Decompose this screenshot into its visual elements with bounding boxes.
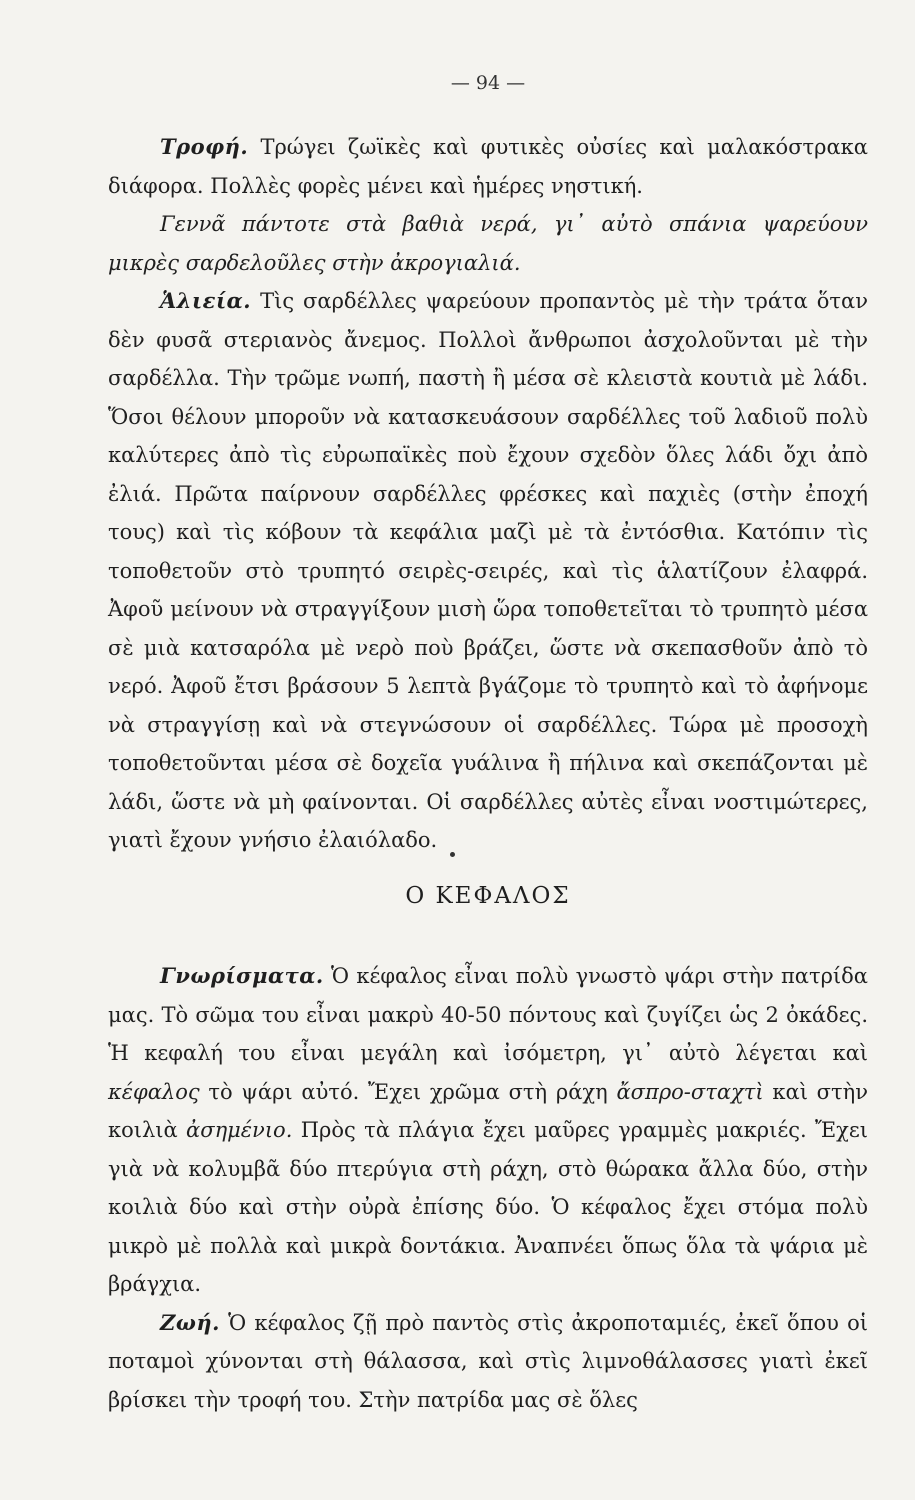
section-mullet <box>108 957 868 1419</box>
paragraph-genna: Γεννᾶ πάντοτε στὰ βαθιὰ νερά, γι᾽ αὐτὸ σπάνια ψαρεύουν μικρὲς σαρδελοῦλες στὴν ἀκρογιαλιά. <box>108 212 868 275</box>
paragraph-zoi <box>108 1304 868 1420</box>
paragraph-text: καὶ στὴν κοιλιὰ <box>108 1079 868 1142</box>
paragraph-text: Τὶς σαρδέλλες ψαρεύουν προπαντὸς μὲ τὴν τράτα ὅταν δὲν φυσᾶ στεριανὸς ἄνεμος. Πολλοὶ ἄνθρωποι ἀσχολοῦνται μὲ τὴν σαρδέλλα. Τὴν τρῶμε νωπή, παστὴ ἢ μέσα σὲ κλειστὰ κουτιὰ μὲ λάδι. Ὅσοι θέλουν μποροῦν νὰ κατασκευάσουν σαρδέλλες τοῦ λαδιοῦ πολὺ καλύτερες ἀπὸ τὶς εὐρωπαϊκὲς ποὺ ἔχουν σχεδὸν ὅλες λάδι ὄχι ἀπὸ ἐλιά. Πρῶτα παίρνουν σαρδέλλες φρέσκες καὶ παχιὲς (στὴν ἐποχή τους) καὶ τὶς κόβουν τὰ κεφάλια μαζὶ μὲ τὰ ἐντόσθια. Κατόπιν τὶς τοποθετοῦν στὸ τρυπητό σειρὲς-σειρές, καὶ τὶς ἁλατίζουν ἐλαφρά. Ἀφοῦ μείνουν νὰ στραγγίξουν μισὴ ὥρα τοποθετεῖται τὸ τρυπητὸ μέσα σὲ μιὰ κατσαρόλα μὲ νερὸ ποὺ βράζει, ὥστε νὰ σκεπασθοῦν ἀπὸ τὸ νερό. Ἀφοῦ ἔτσι βράσουν 5 λεπτὰ βγάζομε τὸ τρυπητὸ καὶ τὸ ἀφήνομε νὰ στραγγίσῃ καὶ νὰ στεγνώσουν οἱ σαρδέλλες. Τώρα μὲ προσοχὴ τοποθετοῦνται μέσα σὲ δοχεῖα γυάλινα ἢ πήλινα καὶ σκεπάζονται μὲ λάδι, ὥστε νὰ μὴ φαίνονται. Οἱ σαρδέλλες αὐτὲς εἶναι νοστιμώτερες, γιατὶ ἔχουν γνήσιο ἐλαιόλαδο. <box>108 289 868 852</box>
section-title: Ο ΚΕΦΑΛΟΣ <box>405 883 571 909</box>
italic-term: ἄσπρο-σταχτὶ <box>616 1079 764 1104</box>
paragraph-text: Πρὸς τὰ πλάγια ἔχει μαῦρες γραμμὲς μακριές. Ἔχει γιὰ νὰ κολυμβᾶ δύο πτερύγια στὴ ράχη, στὸ θώρακα ἄλλα δύο, στὴν κοιλιὰ δύο καὶ στὴν οὐρὰ ἐπίσης δύο. Ὁ κέφαλος ἔχει στόμα πολὺ μικρὸ μὲ πολλὰ καὶ μικρὰ δοντάκια. Ἀναπνέει ὅπως ὅλα τὰ ψάρια μὲ βράγχια. <box>108 1118 868 1296</box>
paragraph-text: τὸ ψάρι αὐτό. Ἔχει χρῶμα στὴ ράχη <box>208 1079 608 1104</box>
paragraph-label: Ζωή. <box>160 1309 220 1335</box>
paragraph-label: Γνωρίσματα. <box>160 963 324 988</box>
ink-dot <box>450 852 455 857</box>
italic-term: ἀσημένιο. <box>186 1118 293 1142</box>
section-sardine-feeding <box>108 128 868 860</box>
page-number: — 94 — <box>450 72 526 94</box>
paragraph-text: Ὁ κέφαλος ζῇ πρὸ παντὸς στὶς ἀκροποταμιές, ἐκεῖ ὅπου οἱ ποταμοὶ χύνονται στὴ θάλασσα, καὶ στὶς λιμνοθάλασσες γιατὶ ἐκεῖ βρίσκει τὴν τροφή του. Στὴν πατρίδα μας σὲ ὅλες <box>108 1310 868 1412</box>
paragraph-gnorismata <box>108 957 868 1304</box>
italic-term: κέφαλος <box>108 1079 200 1104</box>
paragraph-trofi <box>108 128 868 205</box>
paragraph-alieia <box>108 282 868 860</box>
paragraph-text: Τρώγει ζωϊκὲς καὶ φυτικὲς οὐσίες καὶ μαλακόστρακα διάφορα. Πολλὲς φορὲς μένει καὶ ἡμέρες νηστική. <box>108 135 868 198</box>
paragraph-label: Ἁλιεία. <box>160 288 252 313</box>
paragraph-label: Τροφή. <box>160 134 249 159</box>
paragraph-text: Ὁ κέφαλος εἶναι πολὺ γνωστὸ ψάρι στὴν πατρίδα μας. Τὸ σῶμα του εἶναι μακρὺ 40-50 πόντους καὶ ζυγίζει ὡς 2 ὀκάδες. Ἡ κεφαλή του εἶναι μεγάλη καὶ ἰσόμετρη, γι᾽ αὐτὸ λέγεται καὶ <box>108 964 868 1065</box>
book-page <box>108 0 868 1500</box>
